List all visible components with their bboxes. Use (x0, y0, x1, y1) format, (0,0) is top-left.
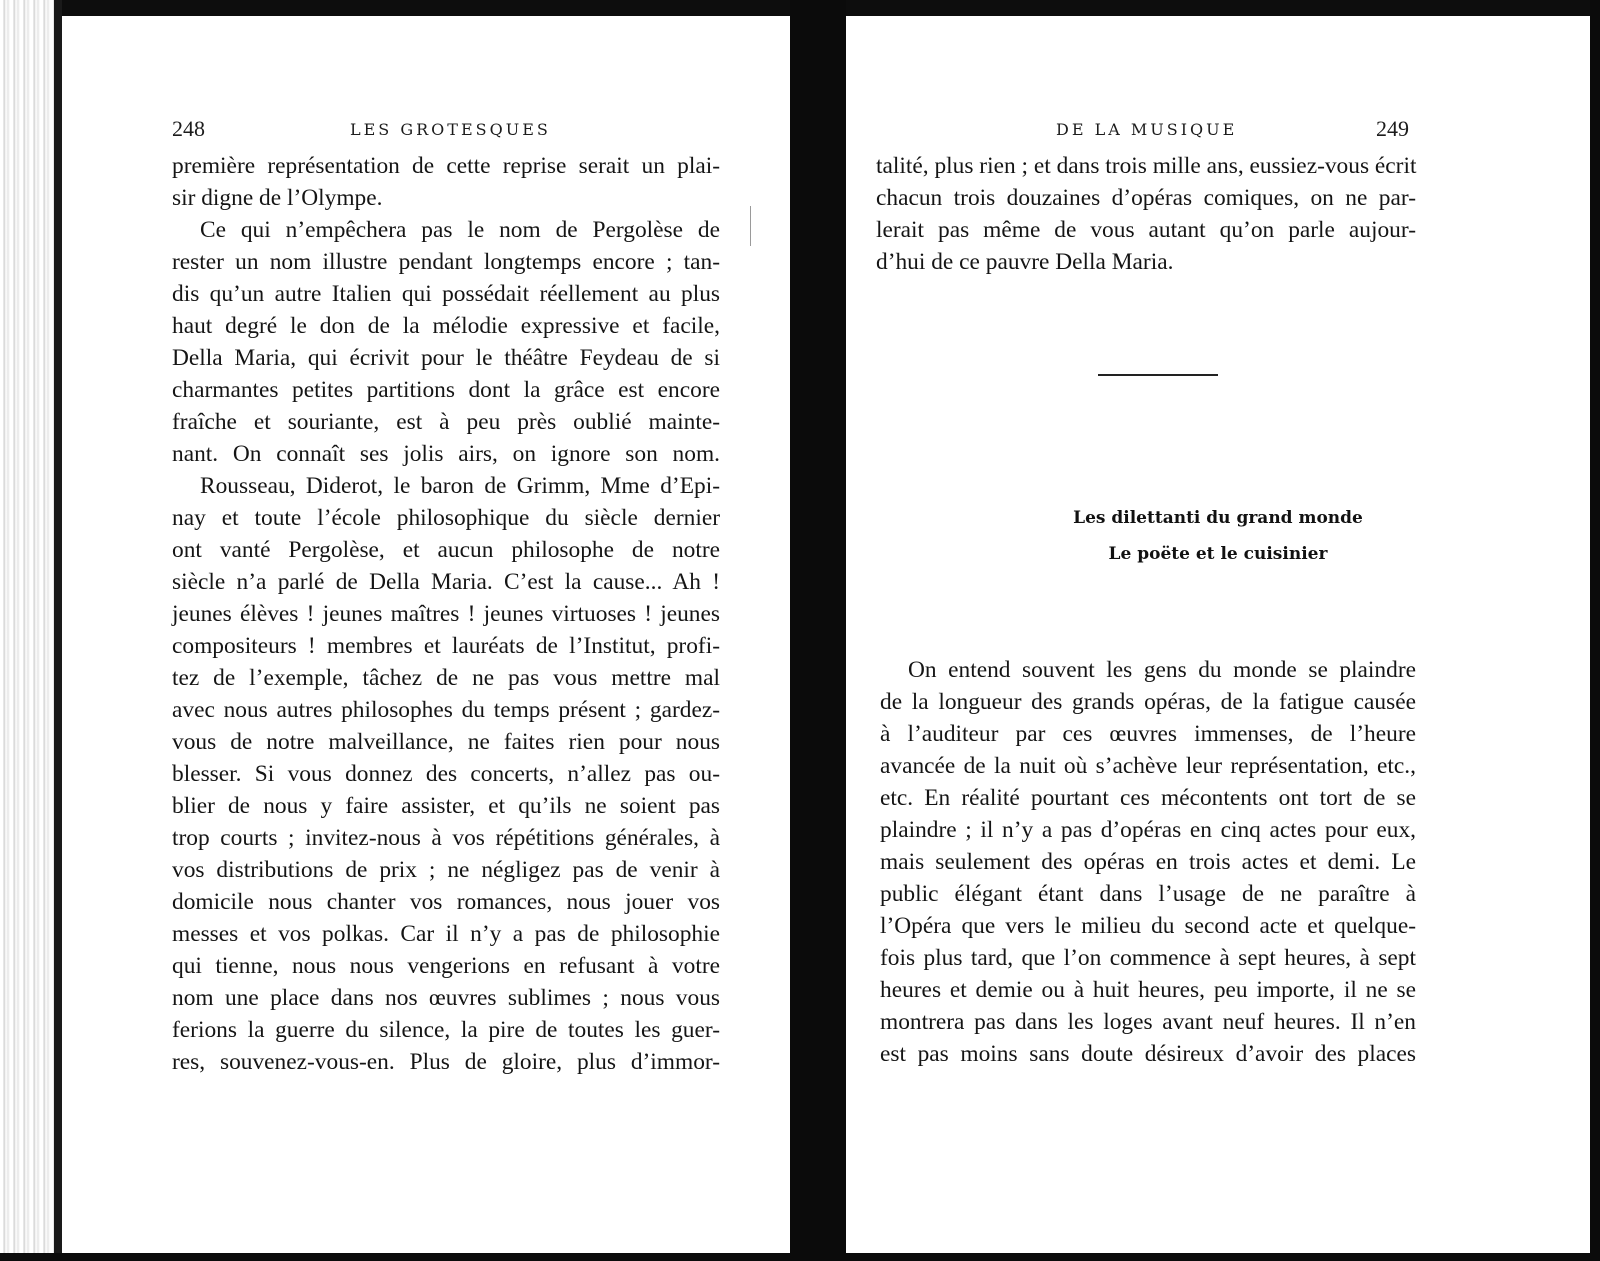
text-line: charmantes petites partitions dont la grâce est encore (172, 377, 720, 403)
scan-bottom-border (0, 1253, 1600, 1261)
text-line: jeunes élèves ! jeunes maîtres ! jeunes virtuoses ! jeunes (172, 601, 720, 627)
left-binding-edge (0, 0, 62, 1261)
right-page-number: 249 (1376, 116, 1409, 141)
text-line: est pas moins sans doute désireux d’avoir des places (880, 1041, 1416, 1067)
text-line: chacun trois douzaines d’opéras comiques, on ne par- (876, 185, 1416, 211)
text-line: sir digne de l’Olympe. (172, 185, 383, 211)
text-line: qui tienne, nous nous vengerions en refusant à votre (172, 953, 720, 979)
text-line: de la longueur des grands opéras, de la fatigue causée (880, 689, 1416, 715)
right-page (846, 16, 1590, 1253)
text-line: Rousseau, Diderot, le baron de Grimm, Mme d’Epi- (200, 473, 720, 499)
text-line: res, souvenez-vous-en. Plus de gloire, plus d’immor- (172, 1049, 720, 1075)
text-line: Ce qui n’empêchera pas le nom de Pergolèse de (200, 217, 720, 243)
right-page-body-text (880, 654, 1416, 1070)
scan-right-border (1590, 0, 1600, 1261)
text-line: vos distributions de prix ; ne négligez pas de venir à (172, 857, 720, 883)
text-line: plaindre ; il n’y a pas d’opéras en cinq actes pour eux, (880, 817, 1416, 843)
text-line: ferions la guerre du silence, la pire de toutes les guer- (172, 1017, 720, 1043)
center-gutter (790, 0, 846, 1261)
text-line: nom une place dans nos œuvres sublimes ; nous vous (172, 985, 720, 1011)
text-line: rester un nom illustre pendant longtemps encore ; tan- (172, 249, 720, 275)
text-line: tez de l’exemple, tâchez de ne pas vous mettre mal (172, 665, 720, 691)
text-line: à l’auditeur par ces œuvres immenses, de l’heure (880, 721, 1416, 747)
scan-speck (750, 206, 751, 246)
right-running-head: DE LA MUSIQUE (1056, 120, 1238, 139)
text-line: haut degré le don de la mélodie expressive et facile, (172, 313, 720, 339)
text-line: On entend souvent les gens du monde se plaindre (908, 657, 1416, 683)
text-line: domicile nous chanter vos romances, nous jouer vos (172, 889, 720, 915)
left-page-number: 248 (172, 116, 205, 141)
right-page-top-text (876, 150, 1416, 278)
text-line: nay et toute l’école philosophique du siècle dernier (172, 505, 720, 531)
text-line: l’Opéra que vers le milieu du second acte et quelque- (880, 913, 1416, 939)
text-line: nant. On connaît ses jolis airs, on ignore son nom. (172, 441, 720, 467)
text-line: avancée de la nuit où s’achève leur représentation, etc., (880, 753, 1416, 779)
text-line: blier de nous y faire assister, et qu’ils ne soient pas (172, 793, 720, 819)
text-line: mais seulement des opéras en trois actes et demi. Le (880, 849, 1416, 875)
text-line: vous de notre malveillance, ne faites rien pour nous (172, 729, 720, 755)
text-line: fraîche et souriante, est à peu près oublié mainte- (172, 409, 720, 435)
section-heading: Les dilettanti du grand monde (1073, 508, 1363, 528)
left-page (62, 16, 790, 1253)
section-subheading: Le poëte et le cuisinier (1108, 544, 1328, 564)
text-line: siècle n’a parlé de Della Maria. C’est la cause... Ah ! (172, 569, 720, 595)
text-line: trop courts ; invitez-nous à vos répétitions générales, à (172, 825, 720, 851)
text-line: talité, plus rien ; et dans trois mille ans, eussiez-vous écrit (876, 153, 1417, 179)
text-line: heures et demie ou à huit heures, peu importe, il ne se (880, 977, 1416, 1003)
text-line: etc. En réalité pourtant ces mécontents ont tort de se (880, 785, 1416, 811)
text-line: d’hui de ce pauvre Della Maria. (876, 249, 1174, 275)
text-line: dis qu’un autre Italien qui possédait réellement au plus (172, 281, 720, 307)
text-line: montrera pas dans les loges avant neuf heures. Il n’en (880, 1009, 1416, 1035)
text-line: Della Maria, qui écrivit pour le théâtre Feydeau de si (172, 345, 720, 371)
left-page-text (172, 150, 720, 1078)
text-line: première représentation de cette reprise serait un plai- (172, 153, 720, 179)
text-line: messes et vos polkas. Car il n’y a pas de philosophie (172, 921, 720, 947)
section-divider-rule (1098, 374, 1218, 376)
text-line: compositeurs ! membres et lauréats de l’Institut, profi- (172, 633, 720, 659)
text-line: fois plus tard, que l’on commence à sept heures, à sept (880, 945, 1416, 971)
text-line: public élégant étant dans l’usage de ne paraître à (880, 881, 1416, 907)
text-line: ont vanté Pergolèse, et aucun philosophe de notre (172, 537, 720, 563)
text-line: avec nous autres philosophes du temps présent ; gardez- (172, 697, 720, 723)
text-line: blesser. Si vous donnez des concerts, n’allez pas ou- (172, 761, 720, 787)
left-running-head: LES GROTESQUES (350, 120, 551, 139)
text-line: lerait pas même de vous autant qu’on parle aujour- (876, 217, 1416, 243)
